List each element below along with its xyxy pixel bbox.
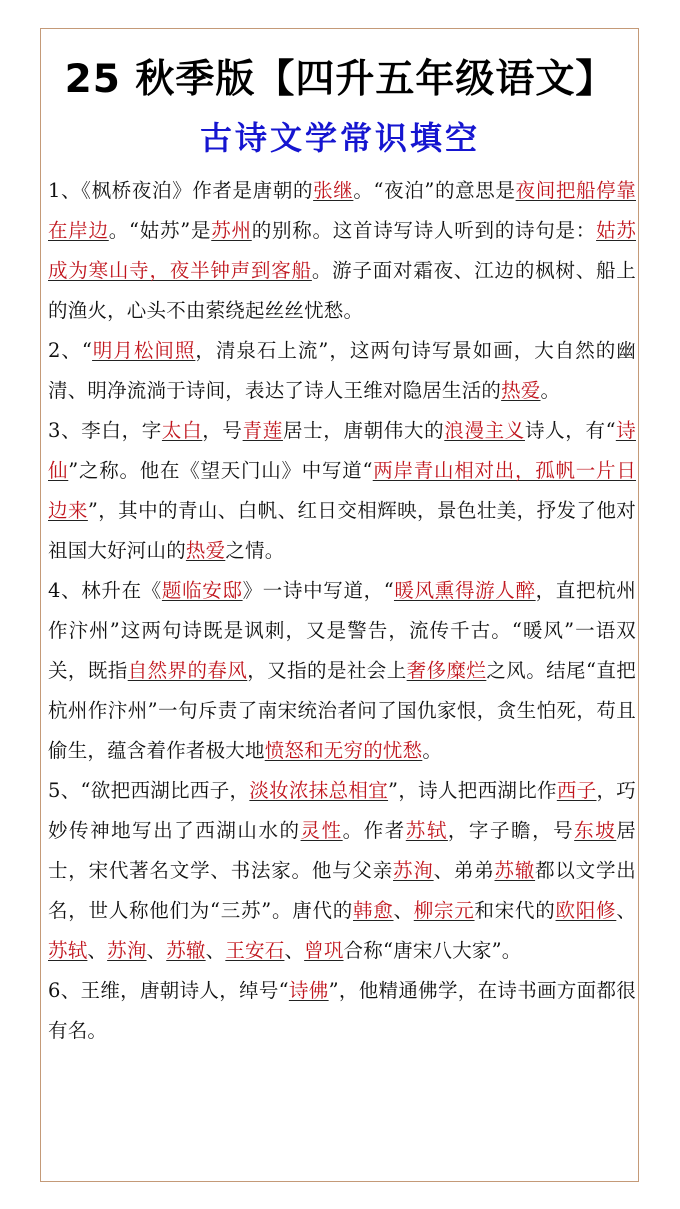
answer-blank: 奢侈糜烂: [406, 659, 487, 682]
question-item-5: [48, 771, 636, 971]
answer-blank: 淡妆浓抹总相宜: [249, 779, 389, 802]
answer-blank: 姑苏成为寒山寺，夜半钟声到客船: [48, 219, 637, 282]
answer-blank: 青莲: [242, 419, 283, 442]
answer-blank: 题临安邸: [161, 579, 243, 602]
question-text: 合称“唐宋八大家”。: [343, 939, 522, 962]
answer-blank: 诗仙: [48, 419, 636, 482]
answer-blank: 欧阳修: [555, 899, 617, 922]
answer-blank: 苏轼: [405, 819, 448, 842]
answer-blank: 灵性: [300, 819, 343, 842]
page-subtitle: 古诗文学常识填空: [199, 119, 480, 157]
question-text: 、: [205, 939, 226, 962]
question-text: 、: [616, 899, 637, 922]
question-text: 诗人，有“: [524, 419, 616, 442]
question-item-4: [48, 571, 636, 771]
question-text: 、: [146, 939, 167, 962]
answer-blank: 自然界的春风: [127, 659, 248, 682]
question-text: ”，他精通佛学，在诗书画方面都很有名。: [48, 979, 636, 1042]
question-item-2: [48, 331, 636, 411]
answer-blank: 王安石: [225, 939, 285, 962]
question-text: 。作者: [342, 819, 406, 842]
question-text: ，巧妙传神地写出了西湖山水的: [48, 779, 636, 842]
answer-blank: 夜间把船停靠在岸边: [48, 179, 636, 242]
question-list: [48, 171, 636, 1051]
question-text: 、: [393, 899, 414, 922]
question-text: 。: [540, 379, 561, 402]
question-text: 。“夜泊”的意思是: [353, 179, 516, 202]
question-text: 4、林升在《: [48, 579, 162, 602]
question-text: 居士，唐朝伟大的: [282, 419, 445, 442]
answer-blank: 张继: [313, 179, 354, 202]
question-text: ，清泉石上流”，这两句诗写景如画，大自然的幽清、明净流淌于诗间，表达了诗人王维对隐居生活的: [48, 339, 636, 402]
answer-blank: 太白: [161, 419, 203, 442]
answer-blank: 东坡: [574, 819, 617, 842]
question-text: 的别称。这首诗写诗人听到的诗句是：: [251, 219, 597, 242]
question-text: ，直把杭州作汴州”这两句诗既是讽刺，又是警告，流传千古。“暖风”一语双关，既指: [48, 579, 636, 682]
question-text: 。游子面对霜夜、江边的枫树、船上的渔火，心头不由萦绕起丝丝忧愁。: [48, 259, 636, 322]
question-text: 2、“: [48, 339, 93, 362]
answer-blank: 苏轼: [48, 939, 88, 962]
answer-blank: 两岸青山相对出，孤帆一片日边来: [48, 459, 637, 522]
answer-blank: 苏洵: [107, 939, 147, 962]
question-text: ，字子瞻，号: [447, 819, 575, 842]
question-item-1: [48, 171, 636, 331]
question-text: 6、王维，唐朝诗人，绰号“: [48, 979, 289, 1002]
question-text: ，又指的是社会上: [247, 659, 407, 682]
question-text: 3、李白，字: [48, 419, 162, 442]
answer-blank: 愤怒和无穷的忧愁: [264, 739, 423, 762]
answer-blank: 浪漫主义: [444, 419, 525, 442]
answer-blank: 诗佛: [288, 979, 329, 1002]
question-text: 居士，宋代著名文学、书法家。他与父亲: [48, 819, 636, 882]
question-text: ，号: [202, 419, 243, 442]
question-text: ”之称。他在《望天门山》中写道“: [68, 459, 373, 482]
answer-blank: 韩愈: [352, 899, 394, 922]
question-text: 。“姑苏”是: [108, 219, 212, 242]
answer-blank: 苏辙: [166, 939, 206, 962]
question-text: 、: [87, 939, 108, 962]
answer-blank: 曾巩: [304, 939, 344, 962]
answer-blank: 苏州: [211, 219, 252, 242]
question-text: 5、“欲把西湖比西子，: [48, 779, 250, 802]
answer-blank: 苏辙: [494, 859, 536, 882]
question-text: 之风。结尾“直把杭州作汴州”一句斥责了南宋统治者问了国仇家恨，贪生怕死，苟且偷生，蕴含着作者极大地: [48, 659, 636, 762]
question-text: 、: [284, 939, 305, 962]
question-item-3: [48, 411, 636, 571]
question-item-6: [48, 971, 636, 1051]
answer-blank: 柳宗元: [413, 899, 475, 922]
question-text: 都以文学出名，世人称他们为“三苏”。唐代的: [48, 859, 636, 922]
question-text: 、弟弟: [433, 859, 495, 882]
question-text: 1、《枫桥夜泊》作者是唐朝的: [48, 179, 314, 202]
question-text: ”，诗人把西湖比作: [388, 779, 557, 802]
question-text: 。: [422, 739, 443, 762]
answer-blank: 热爱: [185, 539, 226, 562]
answer-blank: 明月松间照: [92, 339, 196, 362]
question-text: 》一诗中写道，“: [242, 579, 394, 602]
question-text: 和宋代的: [474, 899, 556, 922]
question-text: 之情。: [225, 539, 285, 562]
answer-blank: 西子: [556, 779, 597, 802]
page-title: 25 秋季版【四升五年级语文】: [64, 57, 616, 102]
answer-blank: 热爱: [501, 379, 541, 402]
answer-blank: 暖风熏得游人醉: [393, 579, 536, 602]
answer-blank: 苏洵: [393, 859, 434, 882]
question-text: ”，其中的青山、白帆、红日交相辉映，景色壮美，抒发了他对祖国大好河山的: [48, 499, 636, 562]
